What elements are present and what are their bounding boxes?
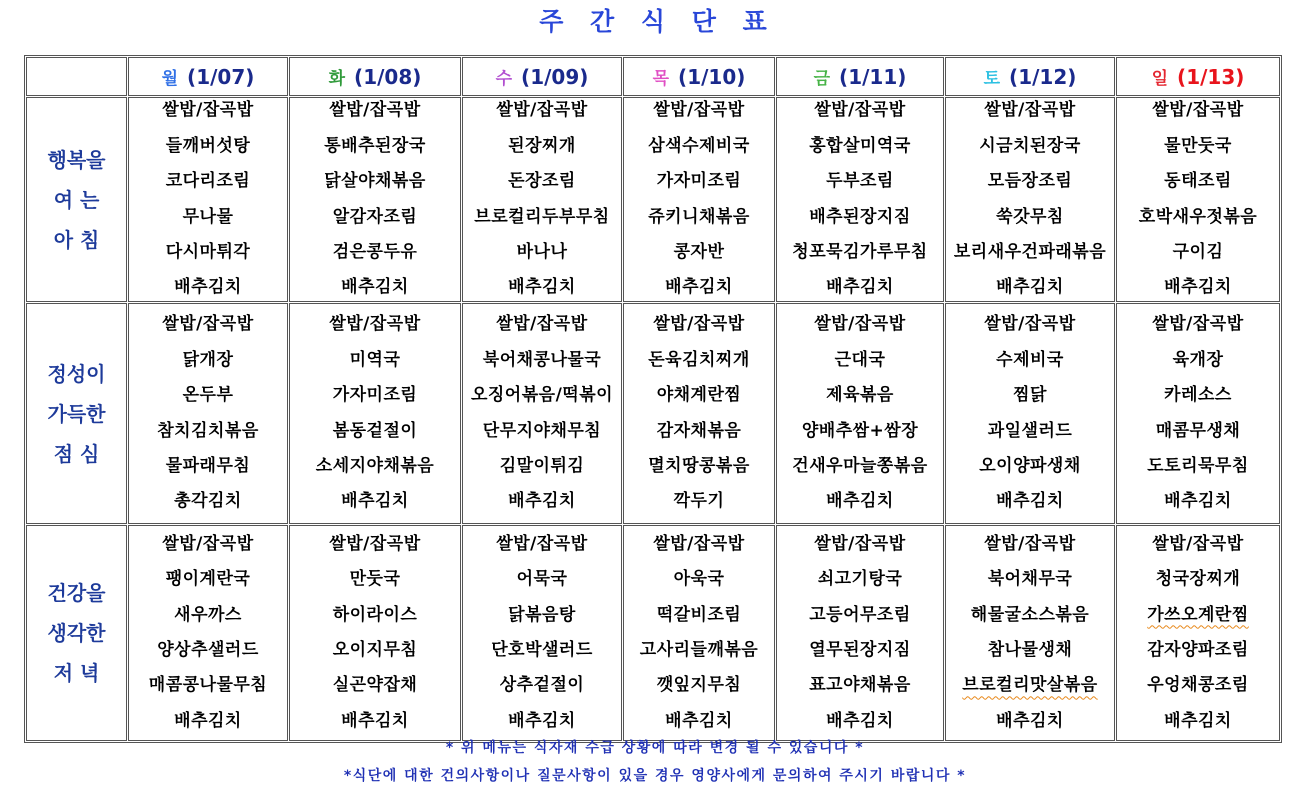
- menu-item: 배추된장지짐: [809, 206, 911, 227]
- menu-cell-lunch-tue: [289, 303, 461, 524]
- menu-item: 청국장찌개: [1155, 569, 1241, 590]
- menu-cell-dinner-tue: [289, 525, 461, 741]
- menu-item: 북어채무국: [987, 569, 1073, 590]
- menu-item: 감자양파조림: [1147, 640, 1249, 660]
- menu-cell-dinner-thu: [623, 525, 775, 741]
- meal-label-line: 점 심: [53, 441, 100, 466]
- menu-item: 김말이튀김: [499, 455, 585, 476]
- menu-item: 쌀밥/잡곡밥: [1152, 314, 1244, 335]
- menu-item: 물만둣국: [1164, 135, 1232, 156]
- page-title: 주 간 식 단 표: [539, 7, 776, 36]
- menu-item: 단무지야채무침: [482, 420, 602, 441]
- menu-cell-breakfast-tue: [289, 97, 461, 302]
- meal-label-line: 생각한: [47, 621, 106, 645]
- menu-item: 우엉채콩조림: [1147, 675, 1249, 696]
- menu-item: 배추김치: [508, 710, 576, 731]
- date-label: (1/12): [1009, 64, 1077, 89]
- day-header-sun: [1116, 57, 1280, 96]
- menu-item: 통배추된장국: [324, 135, 426, 156]
- menu-item: 쑥갓무침: [996, 206, 1064, 227]
- weekday-label: 목: [652, 69, 670, 89]
- menu-cell-breakfast-mon: [128, 97, 288, 302]
- weekday-label: 화: [328, 69, 346, 89]
- menu-item: 소세지야채볶음: [315, 455, 435, 476]
- menu-item: 오이지무침: [332, 640, 418, 660]
- menu-item: 배추김치: [1164, 491, 1232, 512]
- menu-item: 쌀밥/잡곡밥: [162, 314, 254, 335]
- menu-item: 떡갈비조림: [656, 604, 742, 625]
- weekday-label: 토: [983, 69, 1001, 89]
- menu-item: 배추김치: [996, 491, 1064, 512]
- weekday-label: 수: [495, 69, 513, 89]
- menu-item: 상추겉절이: [499, 675, 585, 696]
- menu-cell-lunch-mon: [128, 303, 288, 524]
- menu-item: 배추김치: [1164, 710, 1232, 731]
- menu-item: 카레소스: [1164, 385, 1232, 406]
- date-label: (1/08): [354, 64, 422, 89]
- menu-item: 북어채콩나물국: [482, 349, 602, 370]
- menu-item: 찜닭: [1013, 385, 1047, 406]
- menu-item: 구이김: [1172, 241, 1224, 262]
- menu-item: 배추김치: [1164, 277, 1232, 298]
- menu-item: 모듬장조림: [987, 171, 1073, 192]
- meal-label-line: 정성이: [47, 361, 106, 386]
- menu-item: 배추김치: [174, 277, 242, 298]
- weekday-label: 금: [813, 69, 831, 89]
- menu-item: 배추김치: [826, 491, 894, 512]
- menu-item: 물파래무침: [165, 455, 251, 476]
- menu-cell-lunch-fri: [776, 303, 944, 524]
- menu-cell-dinner-sun: [1116, 525, 1280, 741]
- menu-item: 쌀밥/잡곡밥: [653, 533, 745, 554]
- menu-item: 알감자조림: [332, 206, 418, 227]
- menu-item: 쌀밥/잡곡밥: [162, 100, 254, 121]
- meal-label-line: 건강을: [47, 581, 106, 605]
- menu-item: 쌀밥/잡곡밥: [162, 533, 254, 554]
- menu-item: 다시마튀각: [165, 241, 251, 262]
- date-label: (1/13): [1177, 64, 1245, 89]
- menu-item: 쌀밥/잡곡밥: [984, 100, 1076, 121]
- menu-item: 쌀밥/잡곡밥: [984, 533, 1076, 554]
- menu-item: 들깨버섯탕: [165, 135, 251, 156]
- menu-item: 오이양파생채: [979, 455, 1081, 476]
- menu-cell-breakfast-sun: [1116, 97, 1280, 302]
- menu-item: 양상추샐러드: [157, 640, 259, 660]
- menu-item: 수제비국: [996, 349, 1064, 370]
- menu-item: 코다리조림: [165, 171, 251, 192]
- menu-item: 바나나: [516, 241, 568, 262]
- menu-item: 배추김치: [665, 277, 733, 298]
- menu-item: 봄동겉절이: [332, 420, 418, 441]
- menu-item: 돈육김치찌개: [648, 349, 750, 370]
- menu-item: 팽이계란국: [165, 569, 251, 590]
- menu-cell-breakfast-wed: [462, 97, 622, 302]
- day-header-mon: [128, 57, 288, 96]
- menu-item: 깍두기: [673, 491, 725, 512]
- meal-label-lunch: [26, 303, 127, 524]
- menu-item: 오징어볶음/떡볶이: [470, 385, 614, 406]
- menu-item: 고등어무조림: [809, 604, 911, 625]
- menu-item: 브로컬리두부무침: [474, 206, 610, 227]
- menu-item: 양배추쌈+쌈장: [801, 420, 919, 441]
- menu-item: 배추김치: [508, 277, 576, 298]
- menu-item: 검은콩두유: [332, 241, 418, 262]
- menu-item: 배추김치: [341, 277, 409, 298]
- menu-item: 쌀밥/잡곡밥: [496, 314, 588, 335]
- day-header-fri: [776, 57, 944, 96]
- menu-item: 보리새우건파래볶음: [953, 241, 1107, 262]
- meal-label-line: 여 는: [53, 187, 100, 212]
- menu-item: 호박새우젓볶음: [1138, 206, 1258, 227]
- menu-cell-breakfast-fri: [776, 97, 944, 302]
- menu-item: 해물굴소스볶음: [970, 604, 1090, 625]
- contact-notice: *식단에 대한 건의사항이나 질문사항이 있을 경우 영양사에게 문의하여 주시기 바랍니다 *: [343, 768, 967, 784]
- menu-item: 총각김치: [174, 491, 242, 512]
- menu-item: 쌀밥/잡곡밥: [984, 314, 1076, 335]
- date-label: (1/10): [678, 64, 746, 89]
- menu-item: 시금치된장국: [979, 135, 1081, 156]
- date-label: (1/09): [521, 64, 589, 89]
- meal-label-line: 가득한: [47, 401, 106, 426]
- menu-item: 쌀밥/잡곡밥: [496, 100, 588, 121]
- menu-item: 쌀밥/잡곡밥: [496, 533, 588, 554]
- day-header-tue: [289, 57, 461, 96]
- menu-item: 배추김치: [996, 710, 1064, 731]
- menu-item: 온두부: [182, 385, 234, 406]
- menu-item: 삼색수제비국: [648, 135, 750, 156]
- menu-item: 배추김치: [665, 710, 733, 731]
- menu-item: 건새우마늘쫑볶음: [792, 455, 928, 476]
- menu-item: 가쓰오계란찜: [1147, 604, 1249, 625]
- menu-item: 실곤약잡채: [332, 675, 418, 696]
- menu-item: 표고야채볶음: [809, 675, 911, 696]
- menu-item: 청포묵김가루무침: [792, 241, 928, 262]
- menu-cell-breakfast-sat: [945, 97, 1115, 302]
- meal-label-breakfast: [26, 97, 127, 302]
- menu-item: 멸치땅콩볶음: [648, 455, 750, 476]
- menu-cell-lunch-wed: [462, 303, 622, 524]
- menu-item: 쇠고기탕국: [817, 569, 903, 590]
- weekly-menu-table: [24, 55, 1282, 743]
- menu-cell-dinner-sat: [945, 525, 1115, 741]
- menu-item: 무나물: [182, 206, 234, 227]
- menu-cell-lunch-sat: [945, 303, 1115, 524]
- menu-item: 배추김치: [508, 491, 576, 512]
- menu-change-notice: * 위 메뉴는 식자재 수급 상황에 따라 변경 될 수 있습니다 *: [445, 740, 865, 756]
- menu-cell-dinner-fri: [776, 525, 944, 741]
- menu-item: 배추김치: [341, 710, 409, 731]
- menu-item: 배추김치: [174, 710, 242, 731]
- menu-item: 하이라이스: [332, 604, 418, 625]
- menu-item: 닭살야채볶음: [324, 171, 426, 192]
- menu-item: 닭볶음탕: [508, 604, 576, 625]
- menu-item: 근대국: [834, 349, 886, 370]
- menu-item: 가자미조림: [656, 171, 742, 192]
- menu-item: 돈장조림: [508, 171, 576, 192]
- meal-label-dinner: [26, 525, 127, 741]
- meal-label-line: 아 침: [53, 227, 100, 252]
- menu-item: 콩자반: [673, 241, 725, 262]
- menu-item: 아욱국: [673, 569, 725, 590]
- menu-item: 미역국: [349, 349, 401, 370]
- meal-label-line: 행복을: [47, 147, 106, 172]
- menu-item: 쌀밥/잡곡밥: [814, 314, 906, 335]
- menu-item: 쥬키니채볶음: [648, 206, 750, 227]
- menu-item: 브로컬리맛살볶음: [962, 675, 1098, 696]
- day-header-thu: [623, 57, 775, 96]
- menu-cell-breakfast-thu: [623, 97, 775, 302]
- menu-item: 동태조림: [1164, 171, 1232, 192]
- menu-item: 쌀밥/잡곡밥: [814, 100, 906, 121]
- menu-item: 쌀밥/잡곡밥: [329, 533, 421, 554]
- day-header-sat: [945, 57, 1115, 96]
- menu-item: 가자미조림: [332, 385, 418, 406]
- menu-item: 깻잎지무침: [656, 675, 742, 696]
- menu-item: 매콤무생채: [1155, 420, 1241, 441]
- weekday-label: 일: [1151, 69, 1169, 89]
- menu-item: 야채계란찜: [656, 385, 742, 406]
- menu-item: 쌀밥/잡곡밥: [653, 314, 745, 335]
- menu-item: 닭개장: [182, 349, 234, 370]
- menu-item: 쌀밥/잡곡밥: [814, 533, 906, 554]
- menu-item: 고사리들깨볶음: [639, 640, 759, 660]
- menu-item: 육개장: [1172, 349, 1224, 370]
- menu-item: 배추김치: [826, 710, 894, 731]
- menu-item: 어묵국: [516, 569, 568, 590]
- date-label: (1/11): [839, 64, 907, 89]
- menu-item: 쌀밥/잡곡밥: [329, 314, 421, 335]
- meal-label-line: 저 녁: [53, 661, 100, 685]
- menu-cell-lunch-thu: [623, 303, 775, 524]
- menu-item: 만둣국: [349, 569, 401, 590]
- menu-cell-dinner-mon: [128, 525, 288, 741]
- menu-item: 도토리묵무침: [1147, 455, 1249, 476]
- date-label: (1/07): [187, 64, 255, 89]
- menu-item: 참치김치볶음: [157, 420, 259, 441]
- menu-item: 배추김치: [341, 491, 409, 512]
- corner-cell: [26, 57, 127, 96]
- menu-item: 단호박샐러드: [491, 640, 593, 660]
- menu-item: 배추김치: [996, 277, 1064, 298]
- menu-item: 참나물생채: [987, 640, 1073, 660]
- weekday-label: 월: [161, 69, 179, 89]
- menu-item: 과일샐러드: [987, 420, 1073, 441]
- menu-item: 쌀밥/잡곡밥: [1152, 533, 1244, 554]
- day-header-wed: [462, 57, 622, 96]
- menu-item: 홍합살미역국: [809, 135, 911, 156]
- menu-cell-lunch-sun: [1116, 303, 1280, 524]
- menu-item: 새우까스: [174, 604, 242, 625]
- menu-item: 감자채볶음: [656, 420, 742, 441]
- menu-item: 쌀밥/잡곡밥: [329, 100, 421, 121]
- menu-item: 배추김치: [826, 277, 894, 298]
- menu-item: 쌀밥/잡곡밥: [653, 100, 745, 121]
- menu-cell-dinner-wed: [462, 525, 622, 741]
- menu-item: 쌀밥/잡곡밥: [1152, 100, 1244, 121]
- menu-item: 매콤콩나물무침: [148, 675, 268, 696]
- menu-item: 열무된장지짐: [809, 640, 911, 660]
- menu-item: 제육볶음: [826, 385, 894, 406]
- menu-item: 두부조림: [826, 171, 894, 192]
- menu-item: 된장찌개: [508, 135, 576, 156]
